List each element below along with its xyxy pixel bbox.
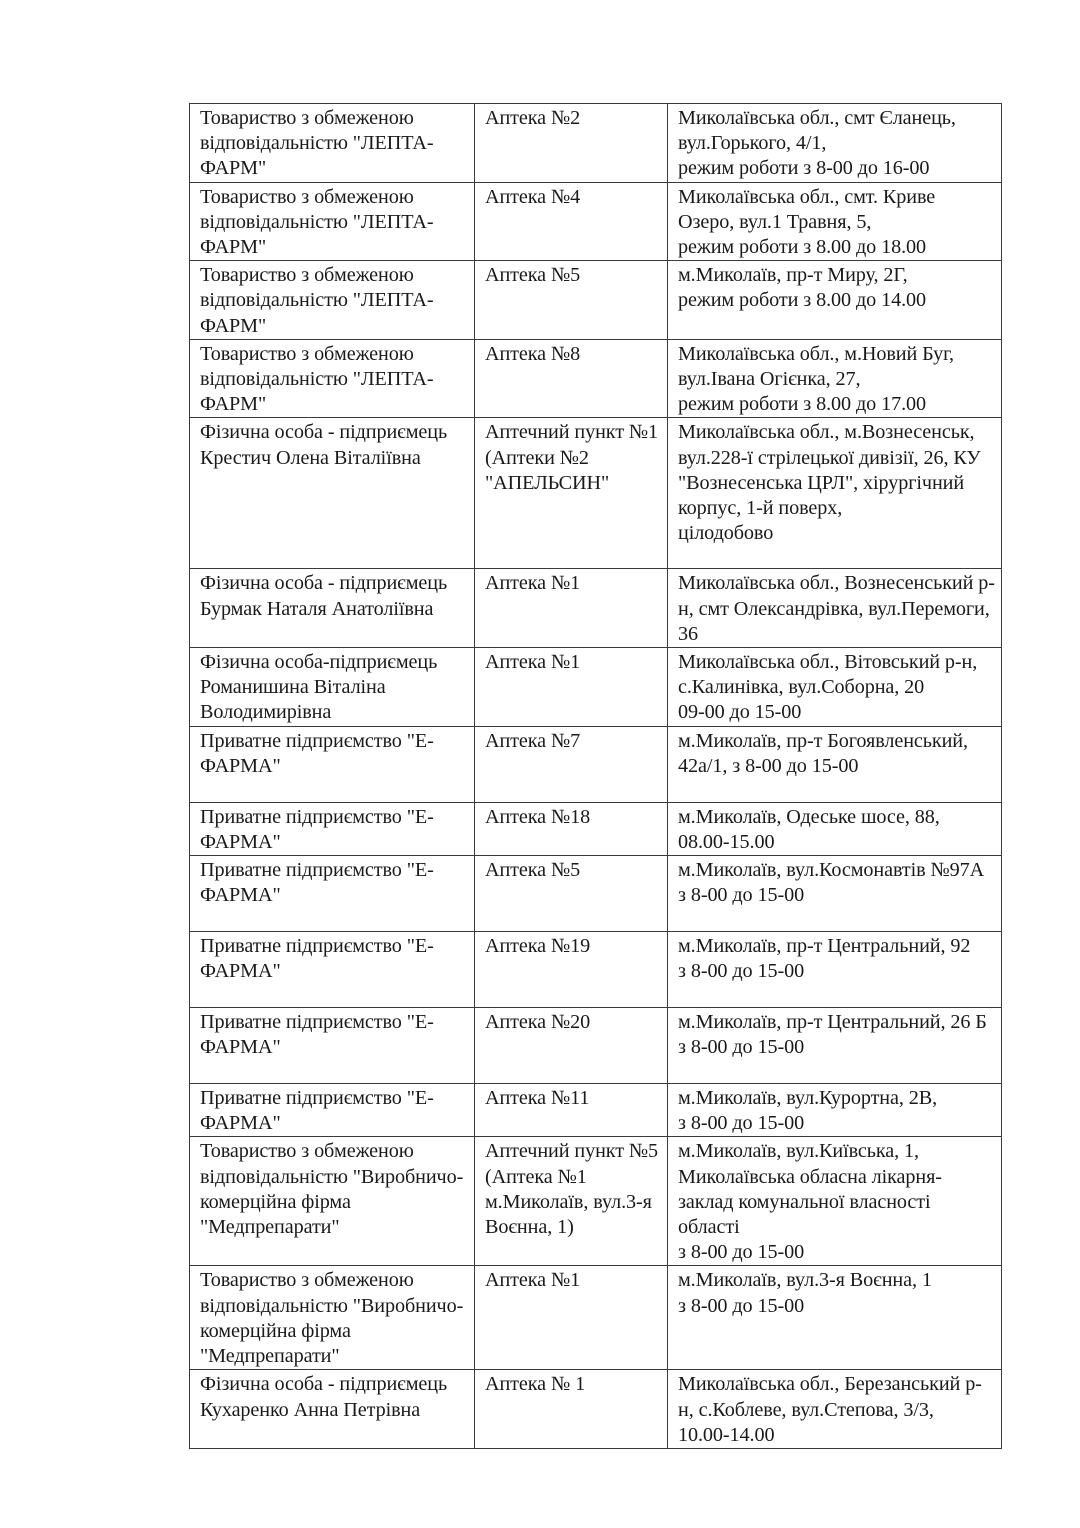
address-cell: м.Миколаїв, пр-т Миру, 2Г, режим роботи з 8.00 до 14.00 [668, 261, 1002, 340]
address-cell: м.Миколаїв, вул.Космонавтів №97А з 8-00 до 15-00 [668, 856, 1002, 932]
owner-cell: Фізична особа - підприємець Бурмак Наталя Анатоліївна [190, 569, 475, 648]
table-row [190, 261, 1002, 340]
address-cell: м.Миколаїв, пр-т Богоявленський, 42а/1, з 8-00 до 15-00 [668, 726, 1002, 802]
pharmacy-cell: Аптека №2 [475, 104, 668, 183]
owner-cell: Приватне підприємство "Е-ФАРМА" [190, 802, 475, 855]
owner-cell: Фізична особа - підприємець Кухаренко Анна Петрівна [190, 1370, 475, 1449]
pharmacy-cell: Аптека №19 [475, 932, 668, 1008]
pharmacy-cell: Аптека №1 [475, 648, 668, 727]
table-row [190, 802, 1002, 855]
pharmacy-cell: Аптека №8 [475, 339, 668, 418]
table-row [190, 1266, 1002, 1370]
address-cell: м.Миколаїв, Одеське шосе, 88, 08.00-15.00 [668, 802, 1002, 855]
owner-cell: Товариство з обмеженою відповідальністю "Виробничо-комерційна фірма "Медпрепарати" [190, 1266, 475, 1370]
owner-cell: Приватне підприємство "Е-ФАРМА" [190, 1008, 475, 1084]
owner-cell: Товариство з обмеженою відповідальністю "ЛЕПТА-ФАРМ" [190, 182, 475, 261]
table-row [190, 726, 1002, 802]
pharmacy-cell: Аптека №4 [475, 182, 668, 261]
address-cell: м.Миколаїв, пр-т Центральний, 92 з 8-00 до 15-00 [668, 932, 1002, 1008]
pharmacy-cell: Аптека №18 [475, 802, 668, 855]
table-row [190, 932, 1002, 1008]
owner-cell: Фізична особа - підприємець Крестич Олена Віталіївна [190, 418, 475, 569]
pharmacy-table-body [190, 104, 1002, 1449]
address-cell: м.Миколаїв, вул.Курортна, 2В, з 8-00 до 15-00 [668, 1084, 1002, 1137]
owner-cell: Товариство з обмеженою відповідальністю "ЛЕПТА-ФАРМ" [190, 104, 475, 183]
table-row [190, 339, 1002, 418]
pharmacy-cell: Аптечний пункт №1 (Аптеки №2 "АПЕЛЬСИН" [475, 418, 668, 569]
owner-cell: Товариство з обмеженою відповідальністю "Виробничо-комерційна фірма "Медпрепарати" [190, 1137, 475, 1266]
owner-cell: Приватне підприємство "Е-ФАРМА" [190, 856, 475, 932]
table-row [190, 182, 1002, 261]
owner-cell: Товариство з обмеженою відповідальністю "ЛЕПТА-ФАРМ" [190, 261, 475, 340]
owner-cell: Приватне підприємство "Е-ФАРМА" [190, 932, 475, 1008]
owner-cell: Товариство з обмеженою відповідальністю "ЛЕПТА-ФАРМ" [190, 339, 475, 418]
address-cell: Миколаївська обл., Вітовський р-н, с.Калинівка, вул.Соборна, 20 09-00 до 15-00 [668, 648, 1002, 727]
address-cell: Миколаївська обл., Березанський р-н, с.Коблеве, вул.Степова, 3/3, 10.00-14.00 [668, 1370, 1002, 1449]
table-row [190, 104, 1002, 183]
pharmacy-cell: Аптека №20 [475, 1008, 668, 1084]
address-cell: м.Миколаїв, пр-т Центральний, 26 Б з 8-00 до 15-00 [668, 1008, 1002, 1084]
address-cell: Миколаївська обл., Вознесенський р-н, смт Олександрівка, вул.Перемоги, 36 [668, 569, 1002, 648]
address-cell: Миколаївська обл., м.Вознесенськ, вул.228-ї стрілецької дивізії, 26, КУ "Вознесенська ЦРЛ", хірургічний корпус, 1-й поверх, цілодобово [668, 418, 1002, 569]
table-row [190, 1370, 1002, 1449]
pharmacy-cell: Аптека №5 [475, 261, 668, 340]
table-row [190, 418, 1002, 569]
table-row [190, 1008, 1002, 1084]
table-row [190, 569, 1002, 648]
address-cell: Миколаївська обл., смт Єланець, вул.Горького, 4/1, режим роботи з 8-00 до 16-00 [668, 104, 1002, 183]
owner-cell: Фізична особа-підприємець Романишина Віталіна Володимирівна [190, 648, 475, 727]
owner-cell: Приватне підприємство "Е-ФАРМА" [190, 726, 475, 802]
address-cell: м.Миколаїв, вул.3-я Воєнна, 1 з 8-00 до 15-00 [668, 1266, 1002, 1370]
pharmacy-cell: Аптека № 1 [475, 1370, 668, 1449]
pharmacy-cell: Аптека №11 [475, 1084, 668, 1137]
address-cell: м.Миколаїв, вул.Київська, 1, Миколаївська обласна лікарня-заклад комунальної власності області з 8-00 до 15-00 [668, 1137, 1002, 1266]
pharmacy-table [189, 103, 1002, 1449]
table-row [190, 1137, 1002, 1266]
address-cell: Миколаївська обл., м.Новий Буг, вул.Івана Огієнка, 27, режим роботи з 8.00 до 17.00 [668, 339, 1002, 418]
table-row [190, 1084, 1002, 1137]
pharmacy-cell: Аптека №1 [475, 1266, 668, 1370]
table-row [190, 856, 1002, 932]
pharmacy-cell: Аптека №5 [475, 856, 668, 932]
address-cell: Миколаївська обл., смт. Криве Озеро, вул.1 Травня, 5, режим роботи з 8.00 до 18.00 [668, 182, 1002, 261]
pharmacy-cell: Аптечний пункт №5 (Аптека №1 м.Миколаїв, вул.3-я Воєнна, 1) [475, 1137, 668, 1266]
owner-cell: Приватне підприємство "Е-ФАРМА" [190, 1084, 475, 1137]
table-row [190, 648, 1002, 727]
pharmacy-cell: Аптека №7 [475, 726, 668, 802]
pharmacy-cell: Аптека №1 [475, 569, 668, 648]
